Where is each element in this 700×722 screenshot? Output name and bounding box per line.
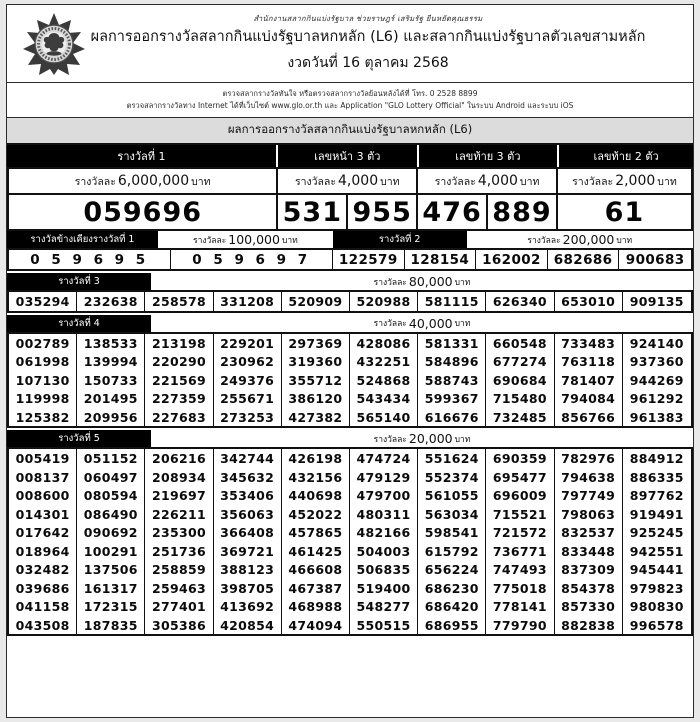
prize5-number: 980830: [623, 597, 691, 616]
prize4-number: 715480: [486, 389, 554, 408]
prize5-number: 219697: [145, 486, 213, 505]
prize4-number: 273253: [214, 408, 282, 427]
prize5-number: 551624: [418, 449, 486, 468]
results-sheet: [6, 4, 694, 718]
prize3-number: 909135: [623, 292, 691, 311]
prize3-number: 331208: [214, 292, 282, 311]
label-second-prize: รางวัลที่ 2: [333, 231, 467, 248]
prize5-number: 686420: [418, 597, 486, 616]
amount-label: รางวัลละ: [572, 175, 614, 188]
amount-value: 200,000: [562, 232, 615, 248]
prize4-number: 221569: [145, 371, 213, 390]
prize4-number: 690684: [486, 371, 554, 390]
prize3-numbers-row: [7, 290, 693, 313]
amount-label: รางวัลละ: [74, 175, 116, 188]
prize4-number: 733483: [555, 334, 623, 353]
prize4-number: 581331: [418, 334, 486, 353]
label-adjacent-prize: รางวัลข้างเคียงรางวัลที่ 1: [7, 231, 158, 248]
prize4-row: [9, 408, 691, 427]
contact-web-line: ตรวจสลากรางวัลทาง Internet ได้ที่เว็บไซต์ www.glo.or.th และ Application "GLO Lottery Official" ในระบบ Android และระบบ iOS: [126, 100, 574, 110]
draw-date: งวดวันที่ 16 ตุลาคม 2568: [287, 54, 449, 71]
prize5-number: 942551: [623, 542, 691, 561]
last-two-number: 61: [558, 195, 691, 231]
page-title: ผลการออกรางวัลสลากกินแบ่งรัฐบาลหกหลัก (L6) และสลากกินแบ่งรัฐบาลตัวเลขสามหลัก: [90, 28, 646, 45]
prize4-number: 107130: [9, 371, 77, 390]
amount-value: 6,000,000: [117, 173, 190, 190]
prize5-number: 696009: [486, 486, 554, 505]
prize5-number: 882838: [555, 616, 623, 635]
second-prize-number: 900683: [619, 248, 691, 271]
amount-second-prize: [467, 231, 693, 248]
amount-unit: บาท: [454, 319, 471, 330]
government-lottery-emblem-icon: [21, 11, 87, 77]
prize5-number: 996578: [623, 616, 691, 635]
prize5-number: 090692: [77, 523, 145, 542]
prize5-number: 695477: [486, 468, 554, 487]
prize5-number: 919491: [623, 505, 691, 524]
prize5-number: 721572: [486, 523, 554, 542]
amount-label: รางวัลละ: [527, 235, 561, 246]
prize4-number: 781407: [555, 371, 623, 390]
prize5-row: [9, 542, 691, 561]
prize5-number: 690359: [486, 449, 554, 468]
prize3-number: 626340: [486, 292, 554, 311]
prize5-number: 051152: [77, 449, 145, 468]
label-prize4: รางวัลที่ 4: [7, 315, 151, 332]
prize4-number: 119998: [9, 389, 77, 408]
adjacent-prize-number-1: 0 5 9 6 9 5: [9, 248, 171, 271]
prize5-number: 043508: [9, 616, 77, 635]
second-prize-number: 128154: [405, 248, 477, 271]
prize5-number: 080594: [77, 486, 145, 505]
prize5-number: 187835: [77, 616, 145, 635]
top-prize-section: [7, 145, 693, 231]
prize5-number: 519400: [350, 579, 418, 598]
amount-adjacent-prize: [158, 231, 333, 248]
prize5-number: 945441: [623, 560, 691, 579]
front-three-number-1: 531: [278, 195, 348, 231]
prize5-number: 018964: [9, 542, 77, 561]
prize4-number: 543434: [350, 389, 418, 408]
prize3-section: [7, 273, 693, 313]
prize4-row: [9, 389, 691, 408]
amount-unit: บาท: [657, 175, 677, 188]
label-prize3: รางวัลที่ 3: [7, 273, 151, 290]
prize5-number: 413692: [214, 597, 282, 616]
prize5-number: 468988: [282, 597, 350, 616]
prize5-number: 779790: [486, 616, 554, 635]
amount-value: 40,000: [408, 315, 453, 331]
prize5-number: 388123: [214, 560, 282, 579]
amount-value: 2,000: [615, 173, 656, 190]
prize5-number: 798063: [555, 505, 623, 524]
prize4-number: 227359: [145, 389, 213, 408]
prize5-number: 506835: [350, 560, 418, 579]
amount-first-prize: [9, 167, 278, 195]
prize3-number: 520988: [350, 292, 418, 311]
amount-unit: บาท: [380, 175, 400, 188]
prize4-number: 201495: [77, 389, 145, 408]
top-header-row: [7, 145, 693, 167]
prize4-number: 432251: [350, 352, 418, 371]
amount-label: รางวัลละ: [294, 175, 337, 188]
prize4-number: 924140: [623, 334, 691, 353]
prize5-number: 550515: [350, 616, 418, 635]
prize5-row: [9, 486, 691, 505]
amount-last-three: [418, 167, 558, 195]
prize5-row: [9, 579, 691, 598]
prize5-number: 561055: [418, 486, 486, 505]
prize4-number: 002789: [9, 334, 77, 353]
prize4-number: 229201: [214, 334, 282, 353]
prize5-number: 008137: [9, 468, 77, 487]
prize4-number: 150733: [77, 371, 145, 390]
amount-label: รางวัลละ: [373, 277, 407, 288]
prize3-number: 258578: [145, 292, 213, 311]
prize4-numbers-block: [7, 332, 693, 429]
prize5-number: 172315: [77, 597, 145, 616]
prize4-number: 584896: [418, 352, 486, 371]
prize4-number: 944269: [623, 371, 691, 390]
prize5-number: 715521: [486, 505, 554, 524]
prize5-number: 833448: [555, 542, 623, 561]
amount-value: 80,000: [408, 274, 453, 290]
prize5-number: 258859: [145, 560, 213, 579]
prize4-number: 588743: [418, 371, 486, 390]
prize5-number: 353406: [214, 486, 282, 505]
prize5-number: 686955: [418, 616, 486, 635]
header-last-two: เลขท้าย 2 ตัว: [559, 145, 693, 167]
prize5-number: 137506: [77, 560, 145, 579]
prize5-number: 100291: [77, 542, 145, 561]
prize5-number: 479129: [350, 468, 418, 487]
prize5-number: 598541: [418, 523, 486, 542]
adjacent-second-header-row: [7, 231, 693, 248]
prize3-number: 653010: [555, 292, 623, 311]
prize4-number: 319360: [282, 352, 350, 371]
prize4-number: 386120: [282, 389, 350, 408]
prize5-number: 656224: [418, 560, 486, 579]
prize5-row: [9, 597, 691, 616]
prize5-number: 342744: [214, 449, 282, 468]
prize5-number: 161317: [77, 579, 145, 598]
prize5-number: 086490: [77, 505, 145, 524]
prize3-number: 035294: [9, 292, 77, 311]
prize4-number: 138533: [77, 334, 145, 353]
prize4-number: 616676: [418, 408, 486, 427]
prize5-number: 775018: [486, 579, 554, 598]
prize5-number: 041158: [9, 597, 77, 616]
prize5-number: 467387: [282, 579, 350, 598]
prize3-number: 520909: [282, 292, 350, 311]
masthead: [7, 5, 693, 83]
agency-slogan: สำนักงานสลากกินแบ่งรัฐบาล ช่วยราษฎร์ เสริมรัฐ ยืนหยัดคุณธรรม: [253, 14, 483, 24]
prize5-number: 457865: [282, 523, 350, 542]
prize4-row: [9, 371, 691, 390]
prize5-number: 925245: [623, 523, 691, 542]
first-prize-number: 059696: [9, 195, 278, 231]
prize5-number: 432156: [282, 468, 350, 487]
prize5-number: 305386: [145, 616, 213, 635]
prize4-number: 297369: [282, 334, 350, 353]
prize5-number: 208934: [145, 468, 213, 487]
prize4-number: 061998: [9, 352, 77, 371]
prize4-number: 355712: [282, 371, 350, 390]
prize5-row: [9, 616, 691, 635]
header-last-three: เลขท้าย 3 ตัว: [419, 145, 560, 167]
prize5-number: 747493: [486, 560, 554, 579]
prize5-number: 206216: [145, 449, 213, 468]
prize5-number: 837309: [555, 560, 623, 579]
prize5-number: 277401: [145, 597, 213, 616]
top-amount-row: [7, 167, 693, 195]
second-prize-number: 122579: [333, 248, 405, 271]
prize5-number: 886335: [623, 468, 691, 487]
prize5-number: 345632: [214, 468, 282, 487]
prize4-number: 599367: [418, 389, 486, 408]
prize5-number: 797749: [555, 486, 623, 505]
last-three-number-2: 889: [488, 195, 558, 231]
second-prize-number: 162002: [476, 248, 548, 271]
prize5-number: 440698: [282, 486, 350, 505]
prize4-number: 428086: [350, 334, 418, 353]
adjacent-second-section: [7, 231, 693, 271]
prize5-number: 452022: [282, 505, 350, 524]
prize4-row: [9, 334, 691, 353]
prize5-number: 426198: [282, 449, 350, 468]
prize5-number: 615792: [418, 542, 486, 561]
prize5-number: 032482: [9, 560, 77, 579]
prize4-header-row: [7, 315, 693, 332]
prize4-number: 763118: [555, 352, 623, 371]
amount-prize4: [151, 315, 693, 332]
front-three-number-2: 955: [348, 195, 418, 231]
prize4-number: 937360: [623, 352, 691, 371]
masthead-text: [89, 14, 687, 74]
contact-phone-line: ตรวจสลากรางวัลทันใจ หรือตรวจสลากรางวัลย้อนหลังได้ที่ โทร. 0 2528 8899: [222, 89, 478, 98]
prize4-number: 856766: [555, 408, 623, 427]
prize4-number: 230962: [214, 352, 282, 371]
amount-unit: บาท: [519, 175, 540, 188]
prize5-number: 356063: [214, 505, 282, 524]
prize4-number: 227683: [145, 408, 213, 427]
amount-label: รางวัลละ: [434, 175, 476, 188]
prize4-number: 125382: [9, 408, 77, 427]
prize5-number: 251736: [145, 542, 213, 561]
amount-value: 100,000: [228, 232, 280, 248]
prize5-number: 398705: [214, 579, 282, 598]
amount-label: รางวัลละ: [193, 235, 227, 246]
prize5-number: 474724: [350, 449, 418, 468]
amount-unit: บาท: [191, 175, 211, 188]
prize5-number: 857330: [555, 597, 623, 616]
adjacent-prize-number-2: 0 5 9 6 9 7: [171, 248, 333, 271]
contact-info: [7, 83, 693, 118]
prize3-number: 232638: [77, 292, 145, 311]
prize5-number: 563034: [418, 505, 486, 524]
prize5-row: [9, 523, 691, 542]
prize4-number: 220290: [145, 352, 213, 371]
prize5-number: 474094: [282, 616, 350, 635]
amount-unit: บาท: [454, 277, 471, 288]
prize5-number: 235300: [145, 523, 213, 542]
prize5-row: [9, 449, 691, 468]
prize4-section: [7, 315, 693, 429]
prize5-number: 736771: [486, 542, 554, 561]
amount-unit: บาท: [616, 235, 633, 246]
prize5-number: 008600: [9, 486, 77, 505]
prize4-number: 427382: [282, 408, 350, 427]
prize5-number: 778141: [486, 597, 554, 616]
amount-prize5: [151, 430, 693, 447]
prize5-row: [9, 560, 691, 579]
prize4-number: 732485: [486, 408, 554, 427]
amount-label: รางวัลละ: [373, 434, 407, 445]
prize5-number: 479700: [350, 486, 418, 505]
results-banner: ผลการออกรางวัลสลากกินแบ่งรัฐบาลหกหลัก (L6): [7, 118, 693, 145]
prize5-section: [7, 430, 693, 636]
prize5-number: 979823: [623, 579, 691, 598]
prize4-number: 139994: [77, 352, 145, 371]
prize5-number: 794638: [555, 468, 623, 487]
prize5-number: 226211: [145, 505, 213, 524]
prize3-number: 581115: [418, 292, 486, 311]
amount-label: รางวัลละ: [373, 319, 407, 330]
prize5-number: 897762: [623, 486, 691, 505]
prize5-number: 854378: [555, 579, 623, 598]
prize5-number: 259463: [145, 579, 213, 598]
prize5-number: 014301: [9, 505, 77, 524]
prize4-number: 209956: [77, 408, 145, 427]
label-prize5: รางวัลที่ 5: [7, 430, 151, 447]
prize5-header-row: [7, 430, 693, 447]
prize4-number: 524868: [350, 371, 418, 390]
prize5-number: 466608: [282, 560, 350, 579]
adjacent-second-numbers-row: [7, 248, 693, 271]
prize5-number: 548277: [350, 597, 418, 616]
prize4-number: 961383: [623, 408, 691, 427]
prize5-numbers-block: [7, 447, 693, 636]
prize5-row: [9, 505, 691, 524]
prize5-number: 832537: [555, 523, 623, 542]
prize4-number: 255671: [214, 389, 282, 408]
amount-value: 4,000: [477, 173, 518, 190]
prize5-row: [9, 468, 691, 487]
prize5-number: 480311: [350, 505, 418, 524]
amount-front-three: [278, 167, 418, 195]
prize5-number: 366408: [214, 523, 282, 542]
prize5-number: 420854: [214, 616, 282, 635]
amount-value: 20,000: [408, 431, 453, 447]
prize3-header-row: [7, 273, 693, 290]
header-first-prize: รางวัลที่ 1: [7, 145, 278, 167]
prize4-number: 660548: [486, 334, 554, 353]
prize5-number: 504003: [350, 542, 418, 561]
prize5-number: 482166: [350, 523, 418, 542]
amount-last-two: [558, 167, 691, 195]
prize5-number: 017642: [9, 523, 77, 542]
prize4-number: 961292: [623, 389, 691, 408]
header-front-three: เลขหน้า 3 ตัว: [278, 145, 419, 167]
prize4-row: [9, 352, 691, 371]
prize5-number: 060497: [77, 468, 145, 487]
prize5-number: 552374: [418, 468, 486, 487]
prize4-number: 565140: [350, 408, 418, 427]
amount-prize3: [151, 273, 693, 290]
prize5-number: 884912: [623, 449, 691, 468]
prize5-number: 461425: [282, 542, 350, 561]
prize5-number: 005419: [9, 449, 77, 468]
last-three-number-1: 476: [418, 195, 488, 231]
amount-unit: บาท: [454, 434, 471, 445]
second-prize-number: 682686: [548, 248, 620, 271]
prize5-number: 686230: [418, 579, 486, 598]
prize5-number: 369721: [214, 542, 282, 561]
amount-unit: บาท: [281, 235, 298, 246]
prize5-number: 782976: [555, 449, 623, 468]
top-numbers-row: [7, 195, 693, 231]
prize4-number: 249376: [214, 371, 282, 390]
prize5-number: 039686: [9, 579, 77, 598]
prize4-number: 794084: [555, 389, 623, 408]
prize4-number: 213198: [145, 334, 213, 353]
amount-value: 4,000: [338, 173, 379, 190]
prize4-number: 677274: [486, 352, 554, 371]
